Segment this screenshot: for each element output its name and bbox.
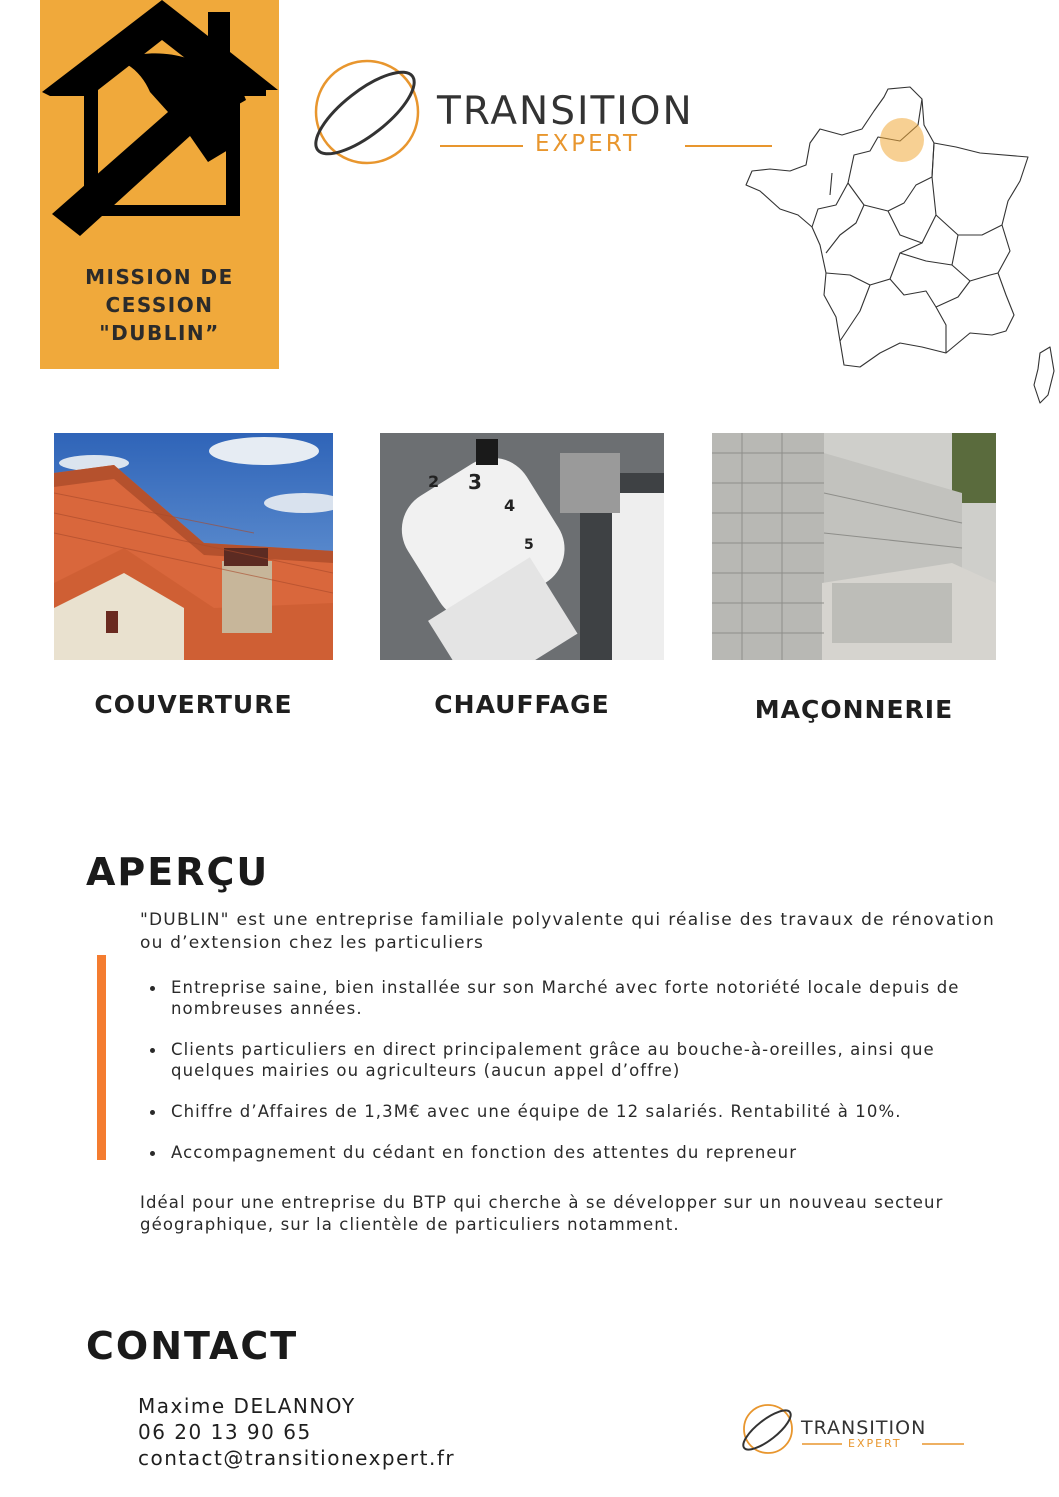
contact-name: Maxime DELANNOY — [138, 1394, 356, 1418]
list-item: Accompagnement du cédant en fonction des attentes du repreneur — [140, 1142, 995, 1163]
overview-bullet-list — [140, 977, 995, 1183]
category-maconnerie: MAÇONNERIE — [754, 695, 954, 724]
contact-title: CONTACT — [86, 1324, 299, 1368]
transition-expert-logo — [305, 55, 785, 170]
list-item: Chiffre d’Affaires de 1,3M€ avec une équipe de 12 salariés. Rentabilité à 10%. — [140, 1101, 995, 1122]
contact-details — [138, 1393, 455, 1471]
accent-bar — [97, 955, 106, 1160]
contact-email[interactable]: contact@transitionexpert.fr — [138, 1446, 456, 1470]
svg-text:4: 4 — [504, 496, 516, 515]
photo-chauffage — [380, 433, 664, 660]
france-map — [740, 85, 1058, 410]
overview-intro: "DUBLIN" est une entreprise familiale polyvalente qui réalise des travaux de rénovation ou d’extension chez les particuliers — [140, 910, 995, 953]
list-item: Entreprise saine, bien installée sur son Marché avec forte notoriété locale depuis de nombreuses années. — [140, 977, 995, 1019]
list-item: Clients particuliers en direct principalement grâce au bouche-à-oreilles, ainsi que quelques mairies ou agriculteurs (aucun appel d’offre) — [140, 1039, 995, 1081]
photo-couverture — [54, 433, 333, 660]
transition-expert-logo-small — [738, 1402, 970, 1458]
mission-title — [40, 263, 279, 347]
logo-word-expert: EXPERT — [848, 1437, 902, 1450]
category-chauffage: CHAUFFAGE — [434, 690, 610, 719]
france-map-icon — [740, 85, 1058, 410]
svg-text:2: 2 — [428, 472, 440, 491]
mission-line-3: "DUBLIN” — [99, 321, 220, 345]
mission-line-1: MISSION DE — [85, 265, 234, 289]
logo-word-expert: EXPERT — [535, 131, 641, 157]
mission-box — [40, 0, 279, 369]
svg-text:3: 3 — [468, 470, 482, 494]
photo-maconnerie — [712, 433, 996, 660]
logo-word-transition: TRANSITION — [437, 89, 694, 134]
svg-text:5: 5 — [524, 537, 534, 553]
mission-line-2: CESSION — [105, 293, 214, 317]
logo-word-transition: TRANSITION — [801, 1417, 927, 1439]
overview-closing: Idéal pour une entreprise du BTP qui cherche à se développer sur un nouveau secteur géographique, sur la clientèle de particuliers notamment. — [140, 1193, 944, 1234]
overview-title: APERÇU — [86, 850, 270, 894]
house-hammer-icon — [40, 0, 279, 260]
category-couverture: COUVERTURE — [94, 690, 293, 719]
contact-phone[interactable]: 06 20 13 90 65 — [138, 1420, 312, 1444]
